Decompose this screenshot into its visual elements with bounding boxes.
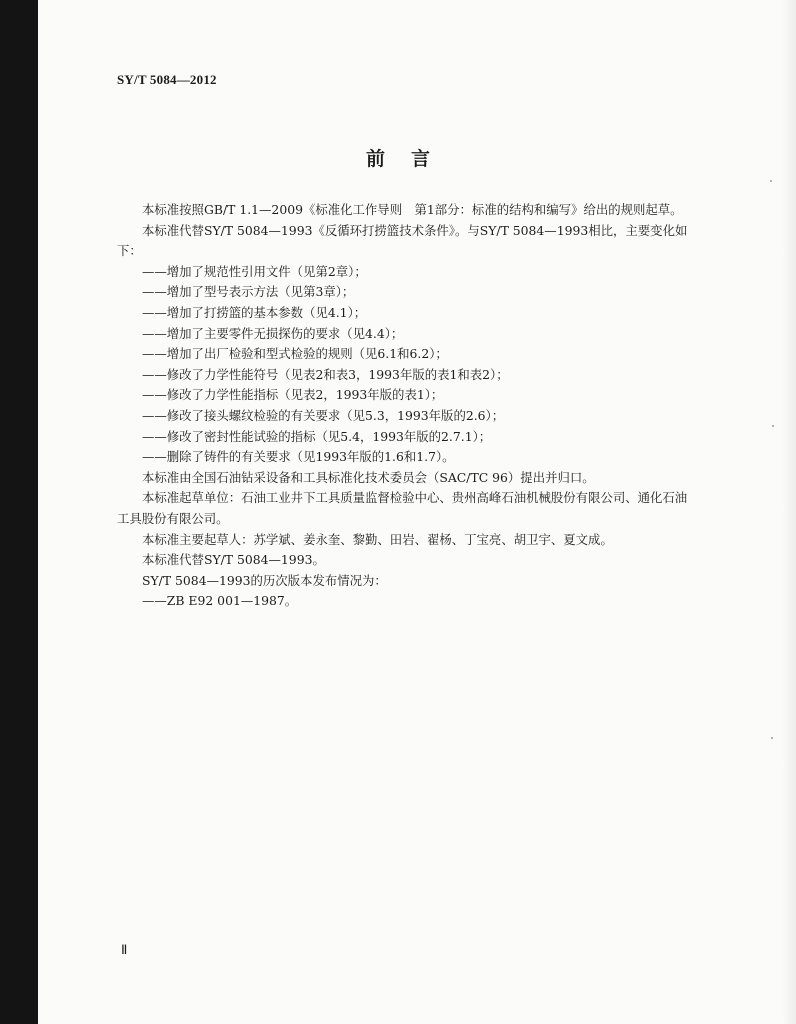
change-item-1: ——增加了规范性引用文件（见第2章）； xyxy=(142,263,367,279)
foreword-body xyxy=(117,200,695,612)
standard-number: SY/T 5084—2012 xyxy=(117,72,217,87)
page-number: Ⅱ xyxy=(121,942,128,957)
change-item-4: ——增加了主要零件无损探伤的要求（见4.4）； xyxy=(142,325,404,341)
drafters-paragraph: 本标准主要起草人：苏学斌、姜永奎、黎勤、田岩、翟杨、丁宝亮、胡卫宇、夏文成。 xyxy=(142,531,613,547)
history-intro-paragraph: SY/T 5084—1993的历次版本发布情况为： xyxy=(142,572,387,588)
change-item-6: ——修改了力学性能符号（见表2和表3，1993年版的表1和表2）； xyxy=(142,366,509,382)
scan-speck xyxy=(771,737,773,739)
change-item-5: ——增加了出厂检验和型式检验的规则（见6.1和6.2）； xyxy=(142,346,448,362)
intro-paragraph-1: 本标准按照GB/T 1.1—2009《标准化工作导则 第1部分：标准的结构和编写》给出的规则起草。 xyxy=(142,202,683,217)
change-item-7: ——修改了力学性能指标（见表2，1993年版的表1）； xyxy=(142,387,444,403)
change-item-9: ——修改了密封性能试验的指标（见5.4，1993年版的2.7.1）； xyxy=(142,428,492,444)
change-item-10: ——删除了铸件的有关要求（见1993年版的1.6和1.7）。 xyxy=(142,449,455,465)
history-item-1: ——ZB E92 001—1987。 xyxy=(142,593,298,609)
drafting-units-paragraph: 本标准起草单位：石油工业井下工具质量监督检验中心、贵州高峰石油机械股份有限公司、通化石油工具股份有限公司。 xyxy=(117,490,688,526)
proposer-paragraph: 本标准由全国石油钻采设备和工具标准化技术委员会（SAC/TC 96）提出并归口。 xyxy=(142,469,595,485)
change-item-3: ——增加了打捞篮的基本参数（见4.1）； xyxy=(142,304,367,320)
scan-speck xyxy=(772,425,774,427)
change-item-2: ——增加了型号表示方法（见第3章）； xyxy=(142,284,355,300)
page-title: 前言 xyxy=(365,148,456,170)
intro-paragraph-2: 本标准代替SY/T 5084—1993《反循环打捞篮技术条件》。与SY/T 5084—1993相比，主要变化如下： xyxy=(117,222,688,259)
replaces-paragraph: 本标准代替SY/T 5084—1993。 xyxy=(142,552,325,568)
change-item-8: ——修改了接头螺纹检验的有关要求（见5.3，1993年版的2.6）； xyxy=(142,407,505,423)
scan-speck xyxy=(770,180,772,182)
